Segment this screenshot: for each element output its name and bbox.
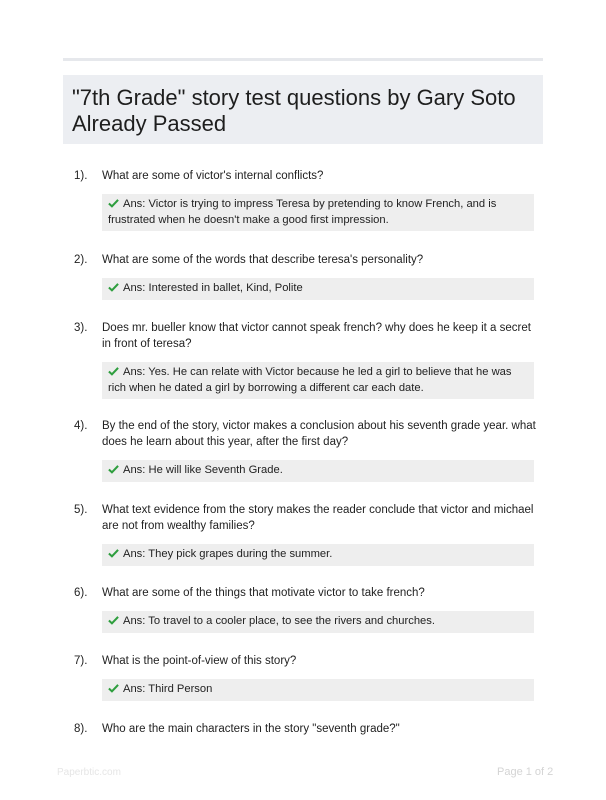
- answer-text: To travel to a cooler place, to see the rivers and churches.: [148, 615, 435, 627]
- answer-text: Interested in ballet, Kind, Polite: [148, 282, 303, 294]
- checkmark-icon: [108, 548, 119, 558]
- question-number: 7).: [74, 655, 88, 667]
- question-number: 1).: [74, 170, 88, 182]
- answer-prefix: Ans:: [123, 548, 146, 560]
- question-block-2: [74, 252, 536, 300]
- question-number: 2).: [74, 254, 88, 266]
- question-text: What is the point-of-view of this story?: [102, 655, 297, 667]
- question-block-5: [74, 502, 536, 566]
- question-block-7: [74, 653, 536, 701]
- answer-box: [102, 194, 534, 231]
- question-block-1: [74, 168, 536, 231]
- question-text: By the end of the story, victor makes a conclusion about his seventh grade year. what does he learn about this year, after the first day?: [102, 420, 536, 448]
- answer-prefix: Ans:: [123, 198, 146, 210]
- checkmark-icon: [108, 366, 119, 376]
- answer-text: Yes. He can relate with Victor because he led a girl to believe that he was rich when he dated a girl by borrowing a different car each date.: [108, 366, 512, 394]
- answer-prefix: Ans:: [123, 683, 146, 695]
- top-divider: [63, 58, 543, 61]
- answer-box: [102, 611, 534, 633]
- answer-box: [102, 460, 534, 482]
- answer-box: [102, 679, 534, 701]
- question-number: 6).: [74, 587, 88, 599]
- answer-text: Victor is trying to impress Teresa by pretending to know French, and is frustrated when he doesn't make a good first impression.: [108, 198, 497, 226]
- footer-page-number: Page 1 of 2: [497, 766, 554, 778]
- answer-text: They pick grapes during the summer.: [148, 548, 333, 560]
- answer-box: [102, 362, 534, 399]
- answer-text: Third Person: [148, 683, 213, 695]
- checkmark-icon: [108, 683, 119, 693]
- answer-text: He will like Seventh Grade.: [148, 464, 283, 476]
- question-block-4: [74, 418, 536, 482]
- answer-prefix: Ans:: [123, 464, 146, 476]
- question-text: What are some of victor's internal conflicts?: [102, 170, 324, 182]
- question-number: 5).: [74, 504, 88, 516]
- question-text: What text evidence from the story makes the reader conclude that victor and michael are not from wealthy families?: [102, 504, 534, 532]
- title-box: [63, 75, 543, 144]
- answer-prefix: Ans:: [123, 282, 146, 294]
- question-text: What are some of the things that motivate victor to take french?: [102, 587, 425, 599]
- question-number: 4).: [74, 420, 88, 432]
- checkmark-icon: [108, 282, 119, 292]
- question-text: Does mr. bueller know that victor cannot speak french? why does he keep it a secret in front of teresa?: [102, 322, 531, 350]
- question-text: What are some of the words that describe teresa's personality?: [102, 254, 424, 266]
- question-block-3: [74, 320, 536, 399]
- answer-prefix: Ans:: [123, 366, 146, 378]
- question-text: Who are the main characters in the story "seventh grade?": [102, 723, 400, 735]
- page-title: "7th Grade" story test questions by Gary Soto Already Passed: [72, 85, 516, 136]
- question-number: 3).: [74, 322, 88, 334]
- question-block-8: [74, 721, 536, 737]
- checkmark-icon: [108, 615, 119, 625]
- checkmark-icon: [108, 464, 119, 474]
- footer-site-watermark: Paperbtic.com: [57, 767, 121, 778]
- answer-box: [102, 278, 534, 300]
- answer-prefix: Ans:: [123, 615, 146, 627]
- answer-box: [102, 544, 534, 566]
- checkmark-icon: [108, 198, 119, 208]
- question-block-6: [74, 585, 536, 633]
- question-number: 8).: [74, 723, 88, 735]
